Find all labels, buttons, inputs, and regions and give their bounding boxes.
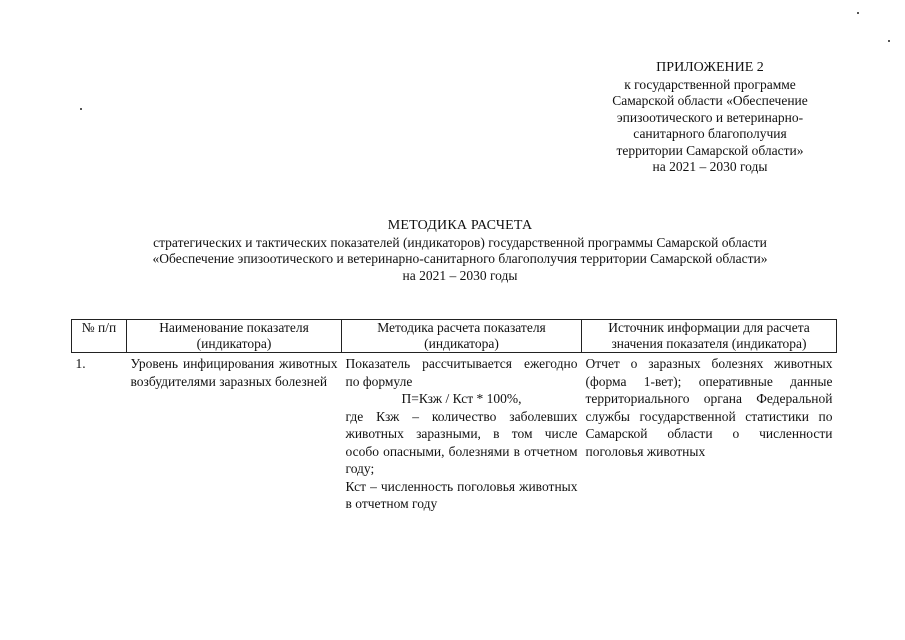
cell-source: Отчет о заразных болезнях животных (форма 1-вет); оперативные данные территориального органа Федеральной службы государственной статистики по Самарской области о численности поголовья животных xyxy=(585,356,833,459)
method-details-2: Кст – численность поголовья животных в отчетном году xyxy=(345,478,578,511)
header-source: Источник информации для расчета значения показателя (индикатора) xyxy=(582,320,837,353)
indicators-table xyxy=(71,319,837,513)
scan-speck xyxy=(888,40,890,42)
scan-speck xyxy=(857,12,859,14)
method-details: где Кзж – количество заболевших животных заразными, в том числе особо опасными, болезнями в отчетном году; xyxy=(345,408,578,476)
document-title: МЕТОДИКА РАСЧЕТА xyxy=(387,218,533,233)
appendix-line: территории Самарской области» xyxy=(616,142,804,158)
document-subtitle-line: на 2021 – 2030 годы xyxy=(402,267,518,283)
document-subtitle-line: стратегических и тактических показателей (индикаторов) государственной программы Самарской области xyxy=(153,234,767,250)
header-indicator-name: Наименование показателя (индикатора) xyxy=(127,320,342,353)
appendix-block xyxy=(580,60,840,176)
appendix-heading: ПРИЛОЖЕНИЕ 2 xyxy=(656,60,764,75)
document-subtitle-line: «Обеспечение эпизоотического и ветеринарно-санитарного благополучия территории Самарской области» xyxy=(152,251,768,266)
method-formula: П=Кзж / Кст * 100%, xyxy=(401,391,522,406)
table-row xyxy=(72,353,837,513)
scan-speck xyxy=(80,108,82,110)
appendix-line: санитарного благополучия xyxy=(633,126,787,141)
appendix-line: к государственной программе xyxy=(624,76,796,92)
method-intro: Показатель рассчитывается ежегодно по формуле xyxy=(345,356,578,389)
appendix-line: на 2021 – 2030 годы xyxy=(652,159,768,174)
header-method: Методика расчета показателя (индикатора) xyxy=(342,320,582,353)
appendix-line: эпизоотического и ветеринарно- xyxy=(616,109,804,125)
table-header-row xyxy=(72,320,837,353)
appendix-line: Самарской области «Обеспечение xyxy=(612,93,808,108)
cell-method xyxy=(342,353,582,513)
document-title-block xyxy=(60,218,860,284)
cell-number: 1. xyxy=(75,356,86,371)
cell-indicator-name: Уровень инфицирования животных возбудителями заразных болезней xyxy=(130,356,338,389)
header-number: № п/п xyxy=(72,320,127,353)
